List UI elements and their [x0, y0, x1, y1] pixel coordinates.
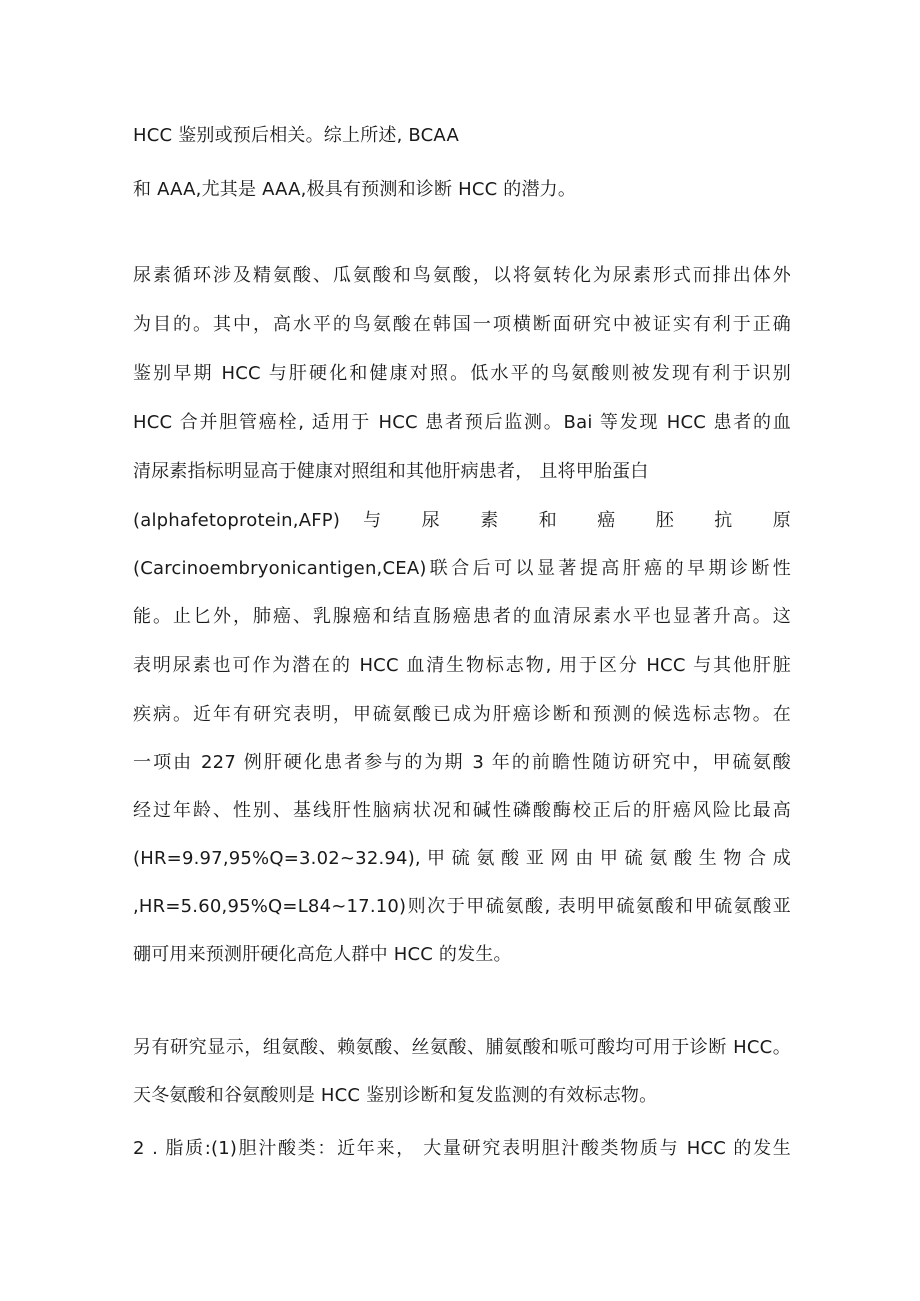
text-line: 尿素循环涉及精氨酸、瓜氨酸和鸟氨酸，以将氨转化为尿素形式而排出体外 — [133, 265, 791, 286]
text-line: 能。止匕外，肺癌、乳腺癌和结直肠癌患者的血清尿素水平也显著升高。这 — [133, 606, 791, 627]
text-line: 表明尿素也可作为潜在的 HCC 血清生物标志物, 用于区分 HCC 与其他肝脏 — [133, 655, 791, 676]
text-line: 硼可用来预测肝硬化高危人群中 HCC 的发生。 — [133, 944, 512, 965]
text-line: 疾病。近年有研究表明，甲硫氨酸已成为肝癌诊断和预测的候选标志物。在 — [133, 704, 791, 725]
text-line: 和 AAA,尤其是 AAA,极具有预测和诊断 HCC 的潜力。 — [133, 179, 577, 200]
text-line: 为目的。其中，高水平的鸟氨酸在韩国一项横断面研究中被证实有利于正确 — [133, 314, 791, 335]
text-line: HCC 合并胆管癌栓, 适用于 HCC 患者预后监测。Bai 等发现 HCC 患者的血 — [133, 412, 791, 433]
text-line: (alphafetoprotein,AFP) 与 尿 素 和 癌 胚 抗 原 — [133, 510, 791, 531]
text-line: (HR=9.97,95%Q=3.02~32.94), 甲 硫 氨 酸 亚 网 由 甲 硫 氨 酸 生 物 合 成 — [133, 848, 791, 869]
text-line: 一项由 227 例肝硬化患者参与的为期 3 年的前瞻性随访研究中，甲硫氨酸 — [133, 752, 791, 773]
text-line: 清尿素指标明显高于健康对照组和其他肝病患者， 且将甲胎蛋白 — [133, 461, 649, 482]
text-line: (Carcinoembryonicantigen,CEA)联合后可以显著提高肝癌的早期诊断性 — [133, 558, 791, 579]
text-line: HCC 鉴别或预后相关。综上所述, BCAA — [133, 125, 459, 146]
text-line: 另有研究显示，组氨酸、赖氨酸、丝氨酸、脯氨酸和哌可酸均可用于诊断 HCC。 — [133, 1037, 791, 1058]
text-line: 2 . 脂质:(1)胆汁酸类：近年来， 大量研究表明胆汁酸类物质与 HCC 的发生 — [133, 1138, 791, 1159]
text-line: 鉴别早期 HCC 与肝硬化和健康对照。低水平的鸟氨酸则被发现有利于识别 — [133, 363, 791, 384]
text-line: ,HR=5.60,95%Q=L84~17.10)则次于甲硫氨酸, 表明甲硫氨酸和甲硫氨酸亚 — [133, 896, 791, 917]
text-line: 经过年龄、性别、基线肝性脑病状况和碱性磷酸酶校正后的肝癌风险比最高 — [133, 800, 791, 821]
text-line: 天冬氨酸和谷氨酸则是 HCC 鉴别诊断和复发监测的有效标志物。 — [133, 1085, 658, 1106]
